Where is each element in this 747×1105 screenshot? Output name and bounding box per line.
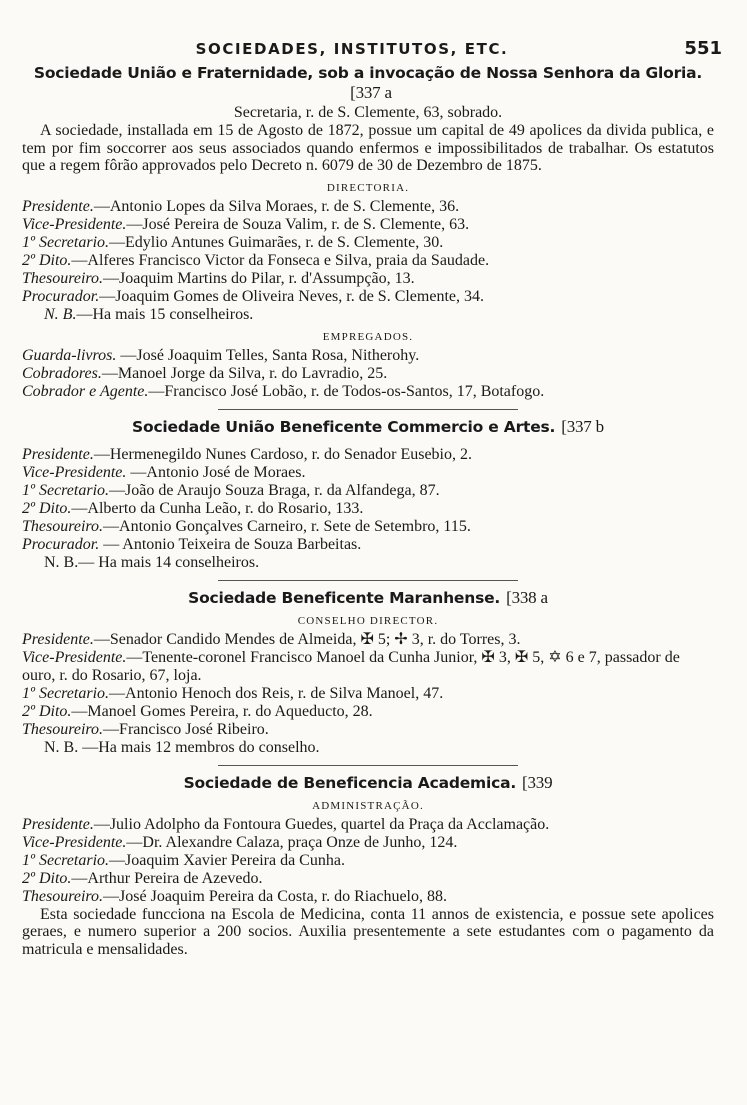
officer-details: —Arthur Pereira de Azevedo. — [71, 869, 263, 887]
officer-entry — [22, 347, 714, 365]
officer-entry — [22, 834, 714, 852]
section-divider — [218, 409, 518, 410]
society-section — [22, 64, 714, 401]
officer-entry — [22, 685, 714, 703]
officer-role: Vice-Presidente. — [22, 215, 127, 233]
officer-role: N. B. — [44, 305, 77, 323]
society-section — [22, 417, 714, 572]
officer-entry — [22, 234, 714, 252]
group-heading: DIRECTORIA. — [326, 181, 410, 194]
officer-entry — [22, 721, 714, 739]
officer-entry — [22, 631, 714, 649]
officer-entry — [22, 536, 714, 554]
officer-role: 1º Secretario. — [22, 233, 110, 251]
society-ref: [339 — [522, 772, 553, 792]
officer-entry — [22, 216, 714, 234]
group-heading: EMPREGADOS. — [322, 330, 414, 343]
officer-entry — [22, 365, 714, 383]
group-heading: CONSELHO DIRECTOR. — [297, 614, 439, 627]
officer-role: Cobrador e Agente. — [22, 382, 149, 400]
officer-details: —Joaquim Martins do Pilar, r. d'Assumpção, 13. — [103, 269, 415, 287]
running-head — [22, 38, 722, 64]
officer-details: —Antonio Lopes da Silva Moraes, r. de S. Clemente, 36. — [93, 197, 460, 215]
society-name: Sociedade União Beneficente Commercio e Artes. — [132, 417, 556, 436]
officer-details: —Manoel Jorge da Silva, r. do Lavradio, 25. — [101, 364, 388, 382]
officer-entry — [22, 816, 714, 834]
officer-entry — [22, 198, 714, 216]
officer-role: 2º Dito. — [22, 499, 72, 517]
officer-entry — [22, 464, 714, 482]
officer-details: —Edylio Antunes Guimarães, r. de S. Clemente, 30. — [109, 233, 444, 251]
officer-details: —Francisco José Ribeiro. — [103, 720, 269, 738]
group-heading: ADMINISTRAÇÃO. — [312, 799, 424, 812]
officer-details: —João de Araujo Souza Braga, r. da Alfandega, 87. — [109, 481, 440, 499]
officer-role: 1º Secretario. — [22, 851, 110, 869]
society-ref: [337 b — [561, 416, 604, 436]
officer-entry — [22, 518, 714, 536]
society-name: Sociedade União e Fraternidade, sob a invocação de Nossa Senhora da Gloria. — [33, 64, 703, 82]
society-section — [22, 588, 714, 757]
officer-details: —José Joaquim Telles, Santa Rosa, Nitherohy. — [116, 346, 420, 364]
officer-role: Procurador. — [22, 535, 100, 553]
officer-entry — [22, 739, 714, 757]
officer-role: Presidente. — [22, 815, 94, 833]
officer-role: Thesoureiro. — [22, 720, 104, 738]
officer-role: Presidente. — [22, 197, 94, 215]
society-title — [22, 588, 714, 608]
officer-role: 1º Secretario. — [22, 684, 110, 702]
society-ref: [338 a — [506, 587, 548, 607]
officer-details: —Francisco José Lobão, r. de Todos-os-Santos, 17, Botafogo. — [148, 382, 545, 400]
officer-entry — [22, 383, 714, 401]
officer-entry — [22, 306, 714, 324]
officer-details: —Ha mais 15 conselheiros. — [76, 305, 254, 323]
officer-role: Thesoureiro. — [22, 517, 104, 535]
officer-details: —Joaquim Gomes de Oliveira Neves, r. de S. Clemente, 34. — [99, 287, 484, 305]
society-description: A sociedade, installada em 15 de Agosto de 1872, possue um capital de 49 apolices da divida publica, e tem por fim soccorrer aos seus associados quando enfermos e impossibilitados de trabalhar. Os estatutos que a regem fôrão approvados pelo Decreto n. 6079 de 30 de Dezembro de 1875. — [22, 122, 714, 174]
section-divider — [218, 765, 518, 766]
officer-role: 2º Dito. — [22, 702, 72, 720]
society-name: Sociedade Beneficente Maranhense. — [188, 588, 501, 607]
officer-details: —Antonio Henoch dos Reis, r. de Silva Manoel, 47. — [109, 684, 444, 702]
group-spacer — [22, 437, 714, 446]
society-title — [22, 773, 714, 793]
society-ref: [337 a — [350, 83, 392, 102]
officer-details: —Dr. Alexandre Calaza, praça Onze de Junho, 124. — [126, 833, 458, 851]
society-section — [22, 773, 714, 959]
officer-entry — [22, 852, 714, 870]
officer-role: Vice-Presidente. — [22, 463, 127, 481]
officer-details: —Antonio José de Moraes. — [126, 463, 306, 481]
running-head-title: SOCIEDADES, INSTITUTOS, ETC. — [195, 40, 509, 58]
officer-details: —Manoel Gomes Pereira, r. do Aqueducto, 28. — [71, 702, 373, 720]
officer-entry — [22, 500, 714, 518]
officer-details: —Julio Adolpho da Fontoura Guedes, quartel da Praça da Acclamação. — [93, 815, 550, 833]
officer-role: Presidente. — [22, 445, 94, 463]
officer-entry — [22, 888, 714, 906]
society-title — [22, 64, 714, 103]
officer-role: Cobradores. — [22, 364, 102, 382]
officer-details: —Tenente-coronel Francisco Manoel da Cunha Junior, ✠ 3, ✠ 5, ✡ 6 e 7, passador de ouro, r. do Rosario, 67, loja. — [22, 648, 680, 684]
officer-details: —Antonio Gonçalves Carneiro, r. Sete de Setembro, 115. — [103, 517, 471, 535]
officer-role: Presidente. — [22, 630, 94, 648]
officer-details: N. B. —Ha mais 12 membros do conselho. — [44, 738, 320, 756]
officer-details: —Hermenegildo Nunes Cardoso, r. do Senador Eusebio, 2. — [93, 445, 472, 463]
officer-entry — [22, 870, 714, 888]
officer-role: Vice-Presidente. — [22, 833, 127, 851]
officer-details: N. B.— Ha mais 14 conselheiros. — [44, 553, 260, 571]
society-address: Secretaria, r. de S. Clemente, 63, sobrado. — [233, 104, 503, 121]
officer-entry — [22, 649, 714, 685]
society-title — [22, 417, 714, 437]
section-divider — [218, 580, 518, 581]
officer-role: Vice-Presidente. — [22, 648, 127, 666]
officer-details: —Alferes Francisco Victor da Fonseca e Silva, praia da Saudade. — [71, 251, 490, 269]
officer-entry — [22, 446, 714, 464]
officer-role: 2º Dito. — [22, 869, 72, 887]
officer-details: — Antonio Teixeira de Souza Barbeitas. — [99, 535, 362, 553]
officer-role: 1º Secretario. — [22, 481, 110, 499]
officer-role: 2º Dito. — [22, 251, 72, 269]
officer-role: Thesoureiro. — [22, 887, 104, 905]
officer-entry — [22, 554, 714, 572]
officer-entry — [22, 703, 714, 721]
officer-details: —José Pereira de Souza Valim, r. de S. Clemente, 63. — [126, 215, 470, 233]
officer-details: —Alberto da Cunha Leão, r. do Rosario, 133. — [71, 499, 364, 517]
officer-details: —Senador Candido Mendes de Almeida, ✠ 5; ✢ 3, r. do Torres, 3. — [93, 630, 521, 648]
officer-details: —Joaquim Xavier Pereira da Cunha. — [109, 851, 345, 869]
officer-entry — [22, 270, 714, 288]
officer-entry — [22, 482, 714, 500]
officer-entry — [22, 252, 714, 270]
officer-role: Thesoureiro. — [22, 269, 104, 287]
officer-entry — [22, 288, 714, 306]
page-number: 551 — [684, 38, 722, 59]
officer-details: —José Joaquim Pereira da Costa, r. do Riachuelo, 88. — [103, 887, 447, 905]
officer-role: Guarda-livros. — [22, 346, 117, 364]
officer-role: Procurador. — [22, 287, 100, 305]
page-content — [22, 64, 714, 958]
society-note: Esta sociedade funcciona na Escola de Medicina, conta 11 annos de existencia, e possue sete apolices geraes, e numero superior a 200 socios. Auxilia presentemente a sete estudantes com o pagamento da matricula e mensalidades. — [22, 905, 714, 958]
page — [22, 38, 722, 958]
society-name: Sociedade de Beneficencia Academica. — [183, 773, 517, 792]
